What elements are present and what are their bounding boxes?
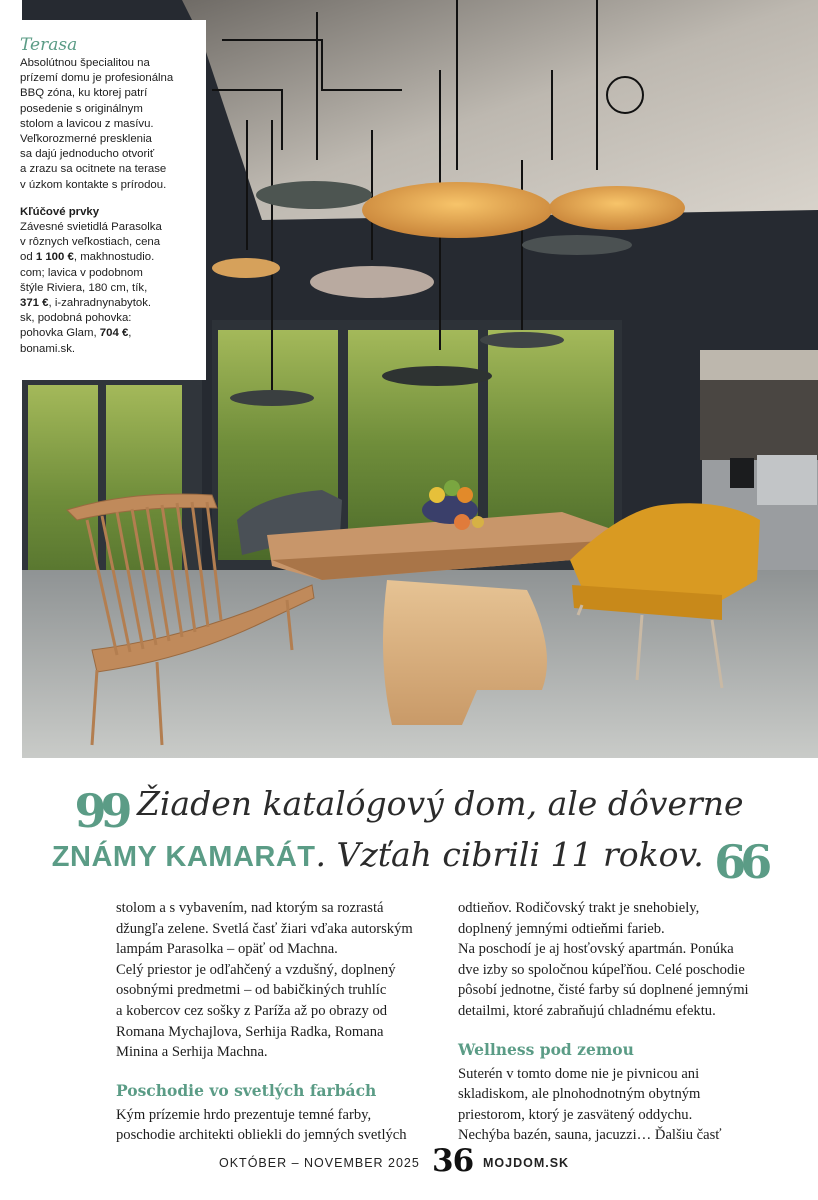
left-paragraph-1: stolom a s vybavením, nad ktorým sa rozrastá džungľa zelene. Svetlá časť žiari vďaka autorským lampám Parasolka – opäť od Machna. Celý priestor je odľahčený a vzdušný, doplnený osobnými predmetmi – od babičkiných truhlíc a kobercov cez sošky z Paríža až po obrazy od Romana Mychajlova, Serhija Radka, Romana Minina a Serhija Machna. — [116, 900, 413, 1061]
quote-close-icon: 66 — [714, 835, 767, 889]
issue-date: OKTÓBER – NOVEMBER 2025 — [219, 1156, 420, 1170]
caption-text: Absolútnou špecialitou na prízemí domu je profesionálna BBQ zóna, ku ktorej patrí posedenie s originálnym stolom a lavicou z masívu. Veľkorozmerné presklenia sa dajú jednoducho otvoriť a zrazu sa ocitnete na terase v úzkom kontakte s prírodou. — [20, 57, 174, 191]
key-text-3: , i-zahradnynabytok. sk, podobná pohovka: pohovka Glam, — [20, 297, 152, 340]
pull-quote — [0, 782, 818, 889]
quote-line-1-text: Žiaden katalógový dom, ale dôverne — [136, 784, 744, 823]
quote-emphasis: ZNÁMY KAMARÁT — [51, 841, 316, 873]
key-elements-title: Kľúčové prvky — [20, 205, 100, 218]
key-elements-text — [20, 220, 206, 357]
heading-wellness: Wellness pod zemou — [458, 1039, 634, 1059]
key-text-2: , makhnostudio. com; lavica v podobnom štýle Riviera, 180 cm, tík, — [20, 251, 155, 294]
quote-open-icon: 99 — [74, 784, 127, 838]
quote-line-2 — [0, 833, 818, 889]
right-paragraph-1: odtieňov. Rodičovský trakt je snehobiely, doplnený jemnými odtieňmi farieb. Na poschodí je aj hosťovský apartmán. Ponúka dve izby so spoločnou kúpeľňou. Celé poschodie pôsobí jednotne, čisté farby sú doplnené jemnými detailmi, ktoré zabraňujú chladnému efektu. — [458, 900, 749, 1019]
price-sofa: 704 € — [99, 327, 129, 340]
body-column-right — [458, 898, 758, 1146]
caption-box — [0, 20, 206, 380]
price-lamp: 1 100 € — [35, 251, 74, 264]
page-number: 36 — [432, 1143, 474, 1179]
key-text-4: , bonami.sk. — [20, 327, 132, 355]
quote-line-2-text: . Vzťah cibrili 11 rokov. — [315, 835, 704, 874]
page-footer — [0, 1143, 818, 1183]
body-column-left — [116, 898, 446, 1146]
right-paragraph-2: Suterén v tomto dome nie je pivnicou ani skladiskom, ale plnohodnotným obytným priestorom, ktorý je zasvätený oddychu. Nechýba bazén, sauna, jacuzzi… Ďalšiu časť — [458, 1065, 722, 1144]
quote-line-1 — [0, 782, 818, 838]
price-bench: 371 € — [20, 297, 49, 310]
caption-title: Terasa — [20, 35, 78, 55]
left-paragraph-2: Kým prízemie hrdo prezentuje temné farby, poschodie architekti obliekli do jemných svetlých — [116, 1106, 407, 1144]
heading-upper-floor: Poschodie vo svetlých farbách — [116, 1080, 377, 1100]
key-text-1: Závesné svietidlá Parasolka v rôznych veľkostiach, cena od — [20, 221, 162, 264]
website-link[interactable]: MOJDOM.SK — [483, 1156, 570, 1170]
